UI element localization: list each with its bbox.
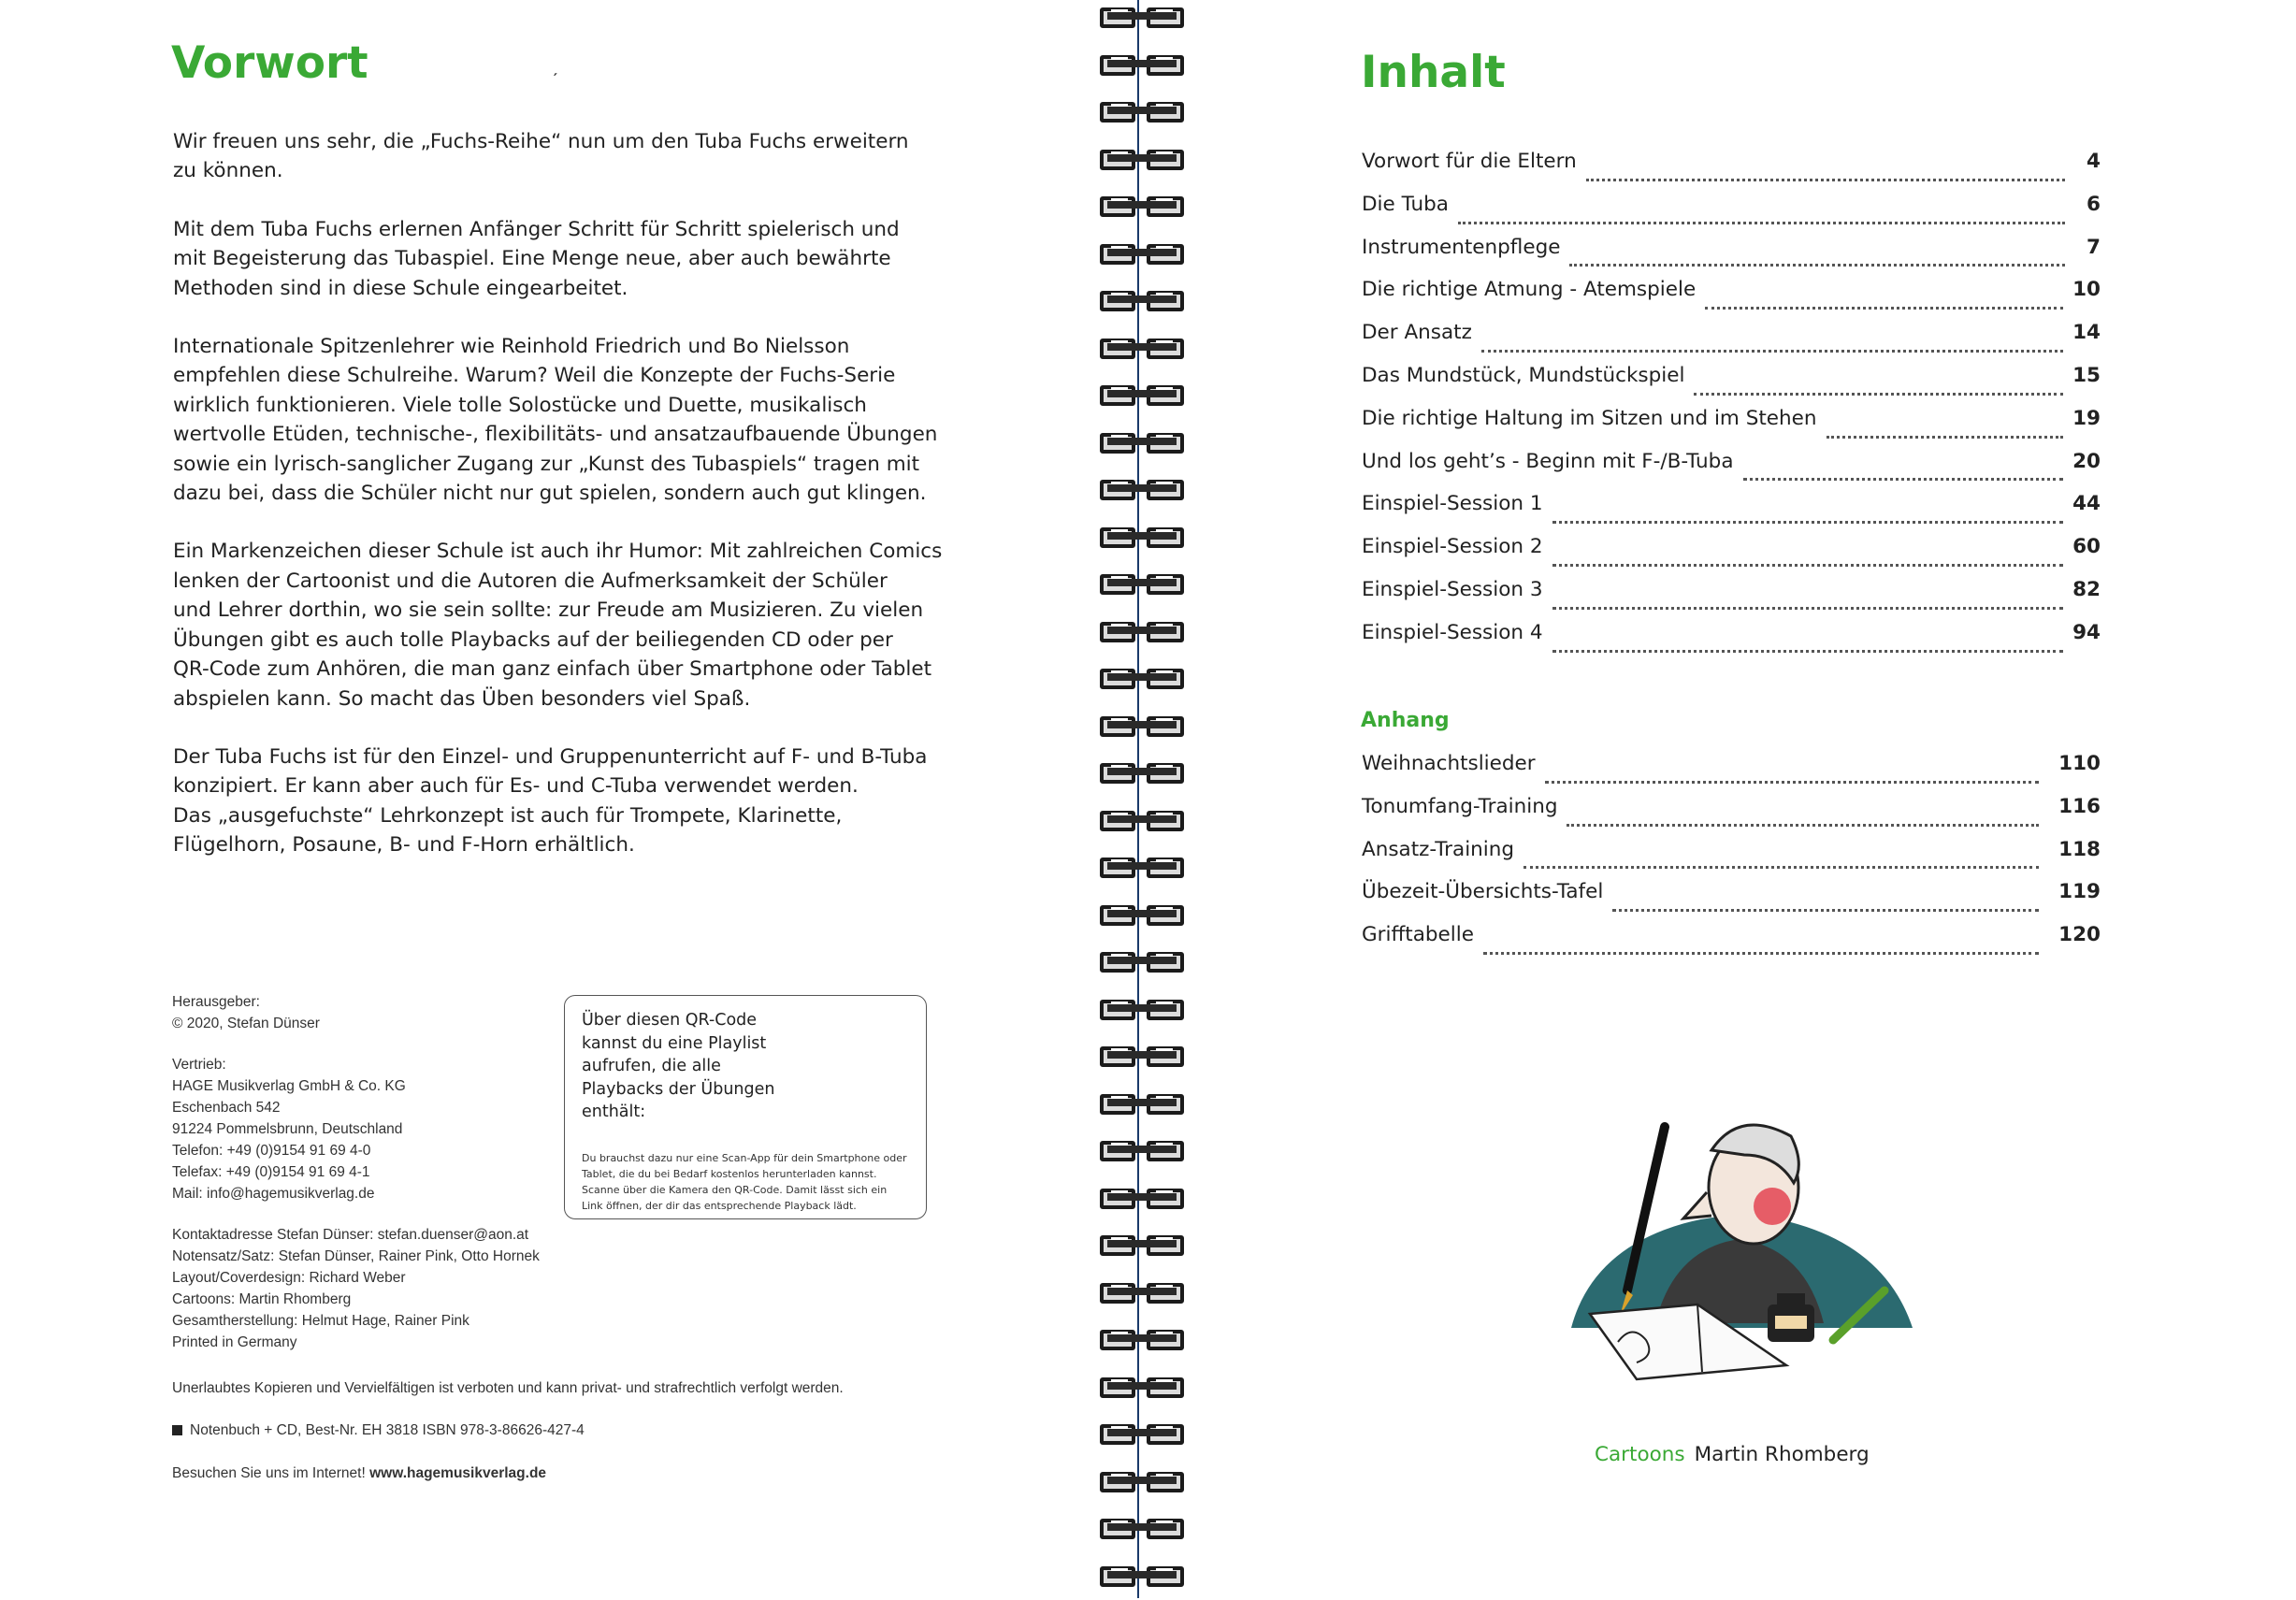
toc-leader-dots: [1612, 908, 2039, 912]
intro-line: Übungen gibt es auch tolle Playbacks auf der beiliegenden CD oder per: [173, 627, 893, 652]
toc-leader-dots: [1552, 520, 2064, 524]
toc-entry-label: Einspiel-Session 2: [1362, 535, 1543, 559]
toc-entry: [1362, 278, 2101, 321]
toc-entry: [1362, 752, 2101, 795]
spiral-coil: [1098, 333, 1188, 372]
toc-entry-label: Der Ansatz: [1362, 321, 1472, 345]
spiral-coil: [1098, 1230, 1188, 1269]
spiral-coil: [1098, 2, 1188, 41]
spiral-coil: [1098, 569, 1188, 608]
intro-line: mit Begeisterung das Tubaspiel. Eine Menge neue, aber auch bewährte: [173, 247, 891, 271]
spiral-coil: [1098, 1561, 1188, 1600]
toc-entry: [1362, 880, 2101, 923]
spiral-coil: [1098, 1135, 1188, 1175]
imprint-line: Gesamtherstellung: Helmut Hage, Rainer Pink: [172, 1313, 469, 1329]
toc-leader-dots: [1827, 435, 2064, 439]
imprint-credits: [172, 1224, 696, 1353]
toc-entry: [1362, 795, 2101, 838]
toc-leader-dots: [1552, 606, 2064, 610]
intro-line: und Lehrer dorthin, wo sie sein sollte: zur Freude am Musizieren. Zu vielen: [173, 598, 924, 623]
imprint-line: Layout/Coverdesign: Richard Weber: [172, 1270, 406, 1286]
spiral-coil: [1098, 1466, 1188, 1506]
toc-entry-page: 94: [2072, 620, 2101, 644]
toc-entry-page: 6: [2087, 192, 2101, 216]
imprint-line: Herausgeber:: [172, 994, 260, 1010]
imprint-line: Mail: info@hagemusikverlag.de: [172, 1186, 375, 1202]
website-link[interactable]: www.hagemusikverlag.de: [369, 1465, 547, 1481]
intro-line: Flügelhorn, Posaune, B- und F-Horn erhältlich.: [173, 833, 635, 858]
intro-line: abspielen kann. So macht das Üben besonders viel Spaß.: [173, 686, 751, 711]
toc-entry-page: 19: [2072, 406, 2101, 430]
toc-leader-dots: [1545, 780, 2039, 784]
spiral-coil: [1098, 522, 1188, 561]
intro-line: empfehlen diese Schulreihe. Warum? Weil die Konzepte der Fuchs-Serie: [173, 364, 896, 388]
spiral-binding: [1098, 0, 1191, 1598]
imprint-line: 91224 Pommelsbrunn, Deutschland: [172, 1121, 403, 1137]
spiral-coil: [1098, 238, 1188, 278]
intro-line: Mit dem Tuba Fuchs erlernen Anfänger Schritt für Schritt spielerisch und: [173, 217, 900, 241]
toc-entry-label: Einspiel-Session 4: [1362, 620, 1543, 644]
intro-line: Wir freuen uns sehr, die „Fuchs-Reihe“ nun um den Tuba Fuchs erweitern: [173, 130, 909, 153]
spiral-coil: [1098, 757, 1188, 797]
toc-leader-dots: [1458, 221, 2065, 224]
spiral-coil: [1098, 285, 1188, 324]
spiral-coil: [1098, 711, 1188, 750]
toc-entry-label: Grifftabelle: [1362, 923, 1474, 947]
toc-entry: [1362, 923, 2101, 966]
toc-entry: [1362, 321, 2101, 364]
toc-entry: [1362, 535, 2101, 578]
toc-entry-label: Tonumfang-Training: [1362, 794, 1558, 818]
imprint-line: © 2020, Stefan Dünser: [172, 1016, 320, 1031]
toc-entry-label: Vorwort für die Eltern: [1362, 150, 1577, 173]
vorwort-title: Vorwort: [171, 37, 368, 89]
spiral-coil: [1098, 946, 1188, 986]
toc-entry-label: Einspiel-Session 1: [1362, 492, 1543, 516]
toc-entry-page: 60: [2072, 535, 2101, 559]
intro-paragraph: [173, 332, 940, 508]
table-of-contents: [1362, 150, 2101, 664]
intro-paragraph: [173, 127, 940, 186]
toc-entry: [1362, 838, 2101, 881]
imprint-line: Cartoons: Martin Rhomberg: [172, 1291, 352, 1307]
toc-entry: [1362, 407, 2101, 450]
toc-leader-dots: [1743, 477, 2064, 481]
intro-line: wertvolle Etüden, technische-, flexibilitäts- und ansatzaufbauende Übungen: [173, 423, 938, 447]
imprint-line: Printed in Germany: [172, 1334, 297, 1350]
toc-entry: [1362, 621, 2101, 664]
intro-line: dazu bei, dass die Schüler nicht nur gut spielen, sondern auch gut klingen.: [173, 482, 927, 506]
spiral-coil: [1098, 427, 1188, 467]
cartoonist-illustration: [1552, 1099, 1927, 1431]
toc-leader-dots: [1705, 306, 2063, 310]
toc-entry: [1362, 364, 2101, 407]
spiral-coil: [1098, 1372, 1188, 1411]
toc-entry: [1362, 492, 2101, 535]
intro-line: Methoden sind in diese Schule eingearbeitet.: [173, 276, 628, 300]
toc-entry-label: Die richtige Atmung - Atemspiele: [1362, 278, 1697, 302]
toc-entry-page: 10: [2072, 278, 2101, 302]
spiral-coil: [1098, 1513, 1188, 1552]
toc-entry-page: 120: [2058, 923, 2101, 947]
intro-paragraph: [173, 742, 940, 860]
toc-entry-page: 118: [2058, 837, 2101, 861]
toc-entry-page: 116: [2058, 794, 2101, 818]
toc-entry: [1362, 150, 2101, 193]
toc-entry-page: 110: [2058, 752, 2101, 775]
toc-entry: [1362, 450, 2101, 493]
toc-leader-dots: [1586, 178, 2065, 181]
toc-entry-page: 15: [2072, 363, 2101, 387]
toc-entry-page: 20: [2072, 449, 2101, 473]
appendix-contents: [1362, 752, 2101, 966]
toc-entry-label: Die Tuba: [1362, 192, 1449, 216]
copy-notice: Unerlaubtes Kopieren und Vervielfältigen ist verboten und kann privat- und strafrechtlich verfolgt werden.: [172, 1380, 844, 1396]
toc-leader-dots: [1481, 349, 2063, 353]
toc-entry-page: 44: [2072, 492, 2101, 516]
imprint-line: Notensatz/Satz: Stefan Dünser, Rainer Pink, Otto Hornek: [172, 1248, 540, 1264]
intro-line: sowie ein lyrisch-sanglicher Zugang zur „Kunst des Tubaspiels“ tragen mit: [173, 452, 920, 476]
spiral-coil: [1098, 1324, 1188, 1363]
toc-entry-label: Ansatz-Training: [1362, 837, 1515, 861]
toc-leader-dots: [1567, 823, 2039, 827]
toc-entry-page: 119: [2058, 880, 2101, 904]
spiral-coil: [1098, 191, 1188, 230]
appendix-title: Anhang: [1361, 709, 1450, 732]
cartoon-caption: [1595, 1443, 1870, 1466]
spiral-coil: [1098, 380, 1188, 419]
intro-line: Internationale Spitzenlehrer wie Reinhold Friedrich und Bo Nielsson: [173, 335, 850, 359]
spiral-coil: [1098, 900, 1188, 939]
toc-entry-label: Einspiel-Session 3: [1362, 577, 1543, 601]
spiral-coil: [1098, 1277, 1188, 1317]
toc-leader-dots: [1569, 263, 2065, 267]
spiral-coil: [1098, 144, 1188, 183]
imprint-line: Vertrieb:: [172, 1057, 226, 1073]
toc-entry-page: 4: [2087, 150, 2101, 173]
intro-line: Ein Markenzeichen dieser Schule ist auch ihr Humor: Mit zahlreichen Comics: [173, 540, 943, 564]
intro-line: Das „ausgefuchste“ Lehrkonzept ist auch für Trompete, Klarinette,: [173, 803, 843, 828]
imprint-line: HAGE Musikverlag GmbH & Co. KG: [172, 1078, 406, 1094]
toc-leader-dots: [1552, 563, 2064, 567]
spiral-coil: [1098, 1419, 1188, 1458]
imprint-line: Eschenbach 542: [172, 1100, 281, 1116]
toc-entry-page: 82: [2072, 577, 2101, 601]
order-info-text: Notenbuch + CD, Best-Nr. EH 3818 ISBN 978-3-86626-427-4: [190, 1422, 585, 1438]
spiral-coil: [1098, 805, 1188, 844]
qr-info-text: Über diesen QR-Code kannst du eine Playlist aufrufen, die alle Playbacks der Übungen enthält:: [582, 1011, 775, 1121]
spiral-coil: [1098, 1041, 1188, 1080]
qr-code-info-box: [564, 995, 927, 1219]
toc-entry-label: Übezeit-Übersichts-Tafel: [1362, 880, 1604, 904]
toc-entry: [1362, 578, 2101, 621]
imprint-line: Telefax: +49 (0)9154 91 69 4-1: [172, 1164, 370, 1180]
spiral-coil: [1098, 663, 1188, 702]
intro-line: Der Tuba Fuchs ist für den Einzel- und Gruppenunterricht auf F- und B-Tuba: [173, 744, 928, 769]
toc-entry: [1362, 193, 2101, 236]
toc-entry: [1362, 236, 2101, 279]
spiral-coil: [1098, 616, 1188, 656]
intro-line: QR-Code zum Anhören, die man ganz einfach über Smartphone oder Tablet: [173, 657, 932, 682]
toc-leader-dots: [1523, 865, 2039, 869]
toc-leader-dots: [1483, 951, 2039, 955]
spiral-coil: [1098, 474, 1188, 513]
toc-entry-label: Instrumentenpflege: [1362, 235, 1561, 259]
intro-line: zu können.: [173, 159, 283, 183]
order-info: [172, 1422, 920, 1439]
spiral-coil: [1098, 1088, 1188, 1128]
toc-leader-dots: [1552, 649, 2064, 653]
imprint-line: Telefon: +49 (0)9154 91 69 4-0: [172, 1143, 371, 1159]
stray-mark: ˏ: [552, 56, 558, 77]
square-bullet-icon: [172, 1425, 182, 1435]
toc-entry-label: Und los geht’s - Beginn mit F-/B-Tuba: [1362, 449, 1734, 473]
website-prefix: Besuchen Sie uns im Internet!: [172, 1465, 370, 1481]
website-line: [172, 1465, 920, 1482]
imprint-line: Kontaktadresse Stefan Dünser: stefan.duenser@aon.at: [172, 1227, 529, 1243]
intro-line: wirklich funktionieren. Viele tolle Solostücke und Duette, musikalisch: [173, 393, 867, 417]
intro-paragraph: [173, 537, 943, 713]
caption-name: Martin Rhomberg: [1694, 1443, 1870, 1466]
toc-leader-dots: [1694, 392, 2063, 396]
spiral-coil: [1098, 994, 1188, 1033]
toc-entry-label: Weihnachtslieder: [1362, 752, 1536, 775]
intro-line: lenken der Cartoonist und die Autoren die Aufmerksamkeit der Schüler: [173, 569, 888, 593]
toc-entry-page: 14: [2072, 321, 2101, 345]
toc-entry-label: Die richtige Haltung im Sitzen und im Stehen: [1362, 406, 1817, 430]
intro-paragraph: [173, 215, 940, 303]
toc-entry-page: 7: [2087, 235, 2101, 259]
spiral-coil: [1098, 50, 1188, 89]
spiral-coil: [1098, 852, 1188, 891]
intro-text: [173, 127, 943, 889]
intro-line: konzipiert. Er kann aber auch für Es- und C-Tuba verwendet werden.: [173, 774, 859, 799]
inhalt-title: Inhalt: [1361, 47, 1506, 98]
caption-label: Cartoons: [1595, 1443, 1685, 1466]
spiral-coil: [1098, 1183, 1188, 1222]
toc-entry-label: Das Mundstück, Mundstückspiel: [1362, 363, 1685, 387]
spiral-coil: [1098, 96, 1188, 136]
qr-info-small-text: Du brauchst dazu nur eine Scan-App für dein Smartphone oder Tablet, die du bei Bedarf kostenlos herunterladen kannst. Scanne über die Kamera den QR-Code. Damit lässt sich ein Link öffnen, der dir das entsprechende Playback lädt.: [582, 1151, 907, 1212]
